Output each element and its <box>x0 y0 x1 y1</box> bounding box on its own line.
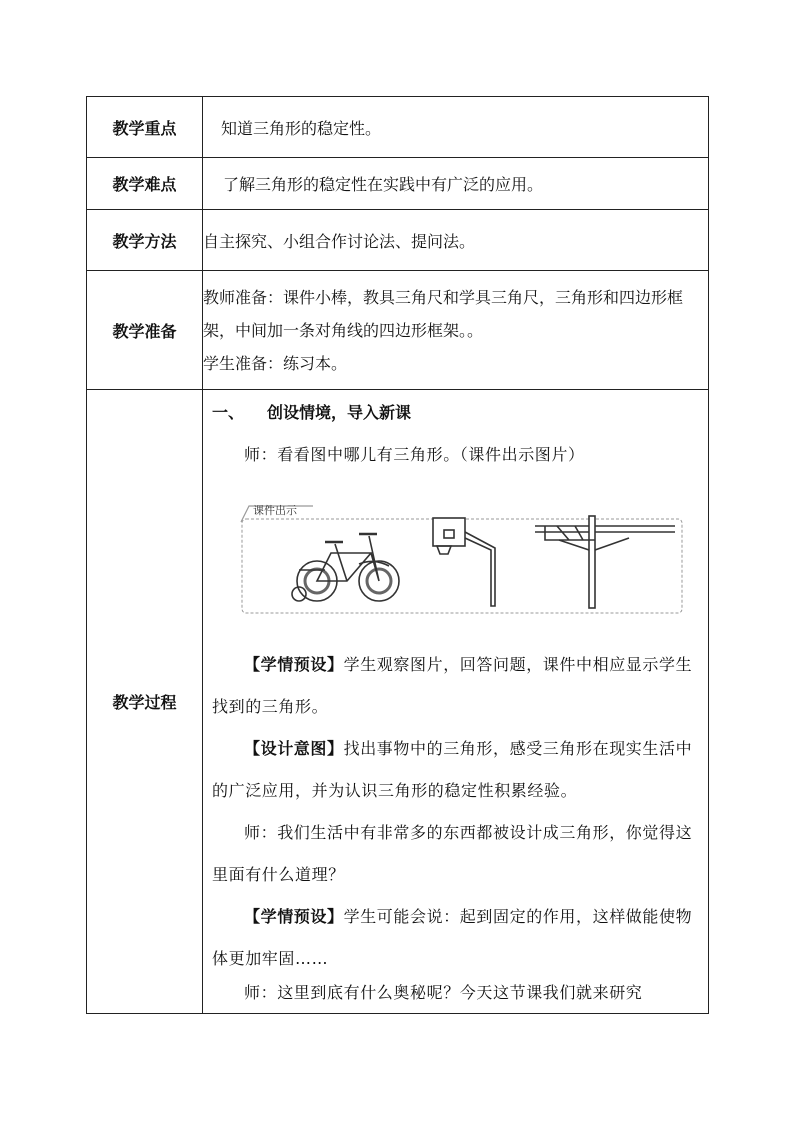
utility-pole-illustration <box>535 516 675 608</box>
figure-caption: 课件出示 <box>253 504 297 517</box>
row-method <box>87 210 709 271</box>
label-focus: 教学重点 <box>87 97 203 158</box>
teacher-preparation: 教师准备：课件小棒，教具三角尺和学具三角尺，三角形和四边形框架，中间加一条对角线的四边形框架。。 <box>203 287 684 340</box>
paragraph-student-prediction <box>212 644 702 728</box>
label-method: 教学方法 <box>87 210 203 271</box>
tag-student-prediction: 【学情预设】 <box>244 655 344 674</box>
text-process <box>203 390 709 1014</box>
row-process <box>87 390 709 1014</box>
paragraph-teacher-reason: 师：我们生活中有非常多的东西都被设计成三角形，你觉得这里面有什么道理？ <box>212 823 693 884</box>
text-student-answer: 学生可能会说：起到固定的作用，这样做能使物体更加牢固…… <box>212 907 693 968</box>
paragraph-student-answer <box>212 896 702 980</box>
row-preparation <box>87 271 709 390</box>
tag-student-answer: 【学情预设】 <box>244 907 344 926</box>
paragraph-design-intent <box>212 728 702 812</box>
label-difficulty: 教学难点 <box>87 158 203 210</box>
label-preparation: 教学准备 <box>87 271 203 390</box>
basketball-hoop-illustration <box>433 518 495 606</box>
section-heading <box>212 400 411 423</box>
text-difficulty: 了解三角形的稳定性在实践中有广泛的应用。 <box>203 158 709 210</box>
bicycle-illustration <box>292 534 399 601</box>
row-focus <box>87 97 709 158</box>
paragraph-teacher-intro: 师：这里到底有什么奥秘呢？今天这节课我们就来研究 <box>244 983 643 1002</box>
section-number: 一、 <box>212 403 245 422</box>
tag-design-intent: 【设计意图】 <box>244 739 344 758</box>
text-focus: 知道三角形的稳定性。 <box>203 97 709 158</box>
courseware-figure <box>239 498 685 616</box>
section-title: 创设情境，导入新课 <box>267 403 412 422</box>
row-difficulty <box>87 158 709 210</box>
text-method: 自主探究、小组合作讨论法、提问法。 <box>203 210 709 271</box>
student-preparation: 学生准备：练习本。 <box>203 353 348 373</box>
text-student-prediction: 学生观察图片，回答问题，课件中相应显示学生找到的三角形。 <box>212 655 693 716</box>
text-preparation <box>203 271 709 390</box>
label-process: 教学过程 <box>87 390 203 1014</box>
text-design-intent: 找出事物中的三角形，感受三角形在现实生活中的广泛应用，并为认识三角形的稳定性积累经验。 <box>212 739 693 800</box>
lesson-plan-table <box>86 96 709 1014</box>
paragraph-teacher-question: 师：看看图中哪儿有三角形。（课件出示图片） <box>244 445 585 464</box>
